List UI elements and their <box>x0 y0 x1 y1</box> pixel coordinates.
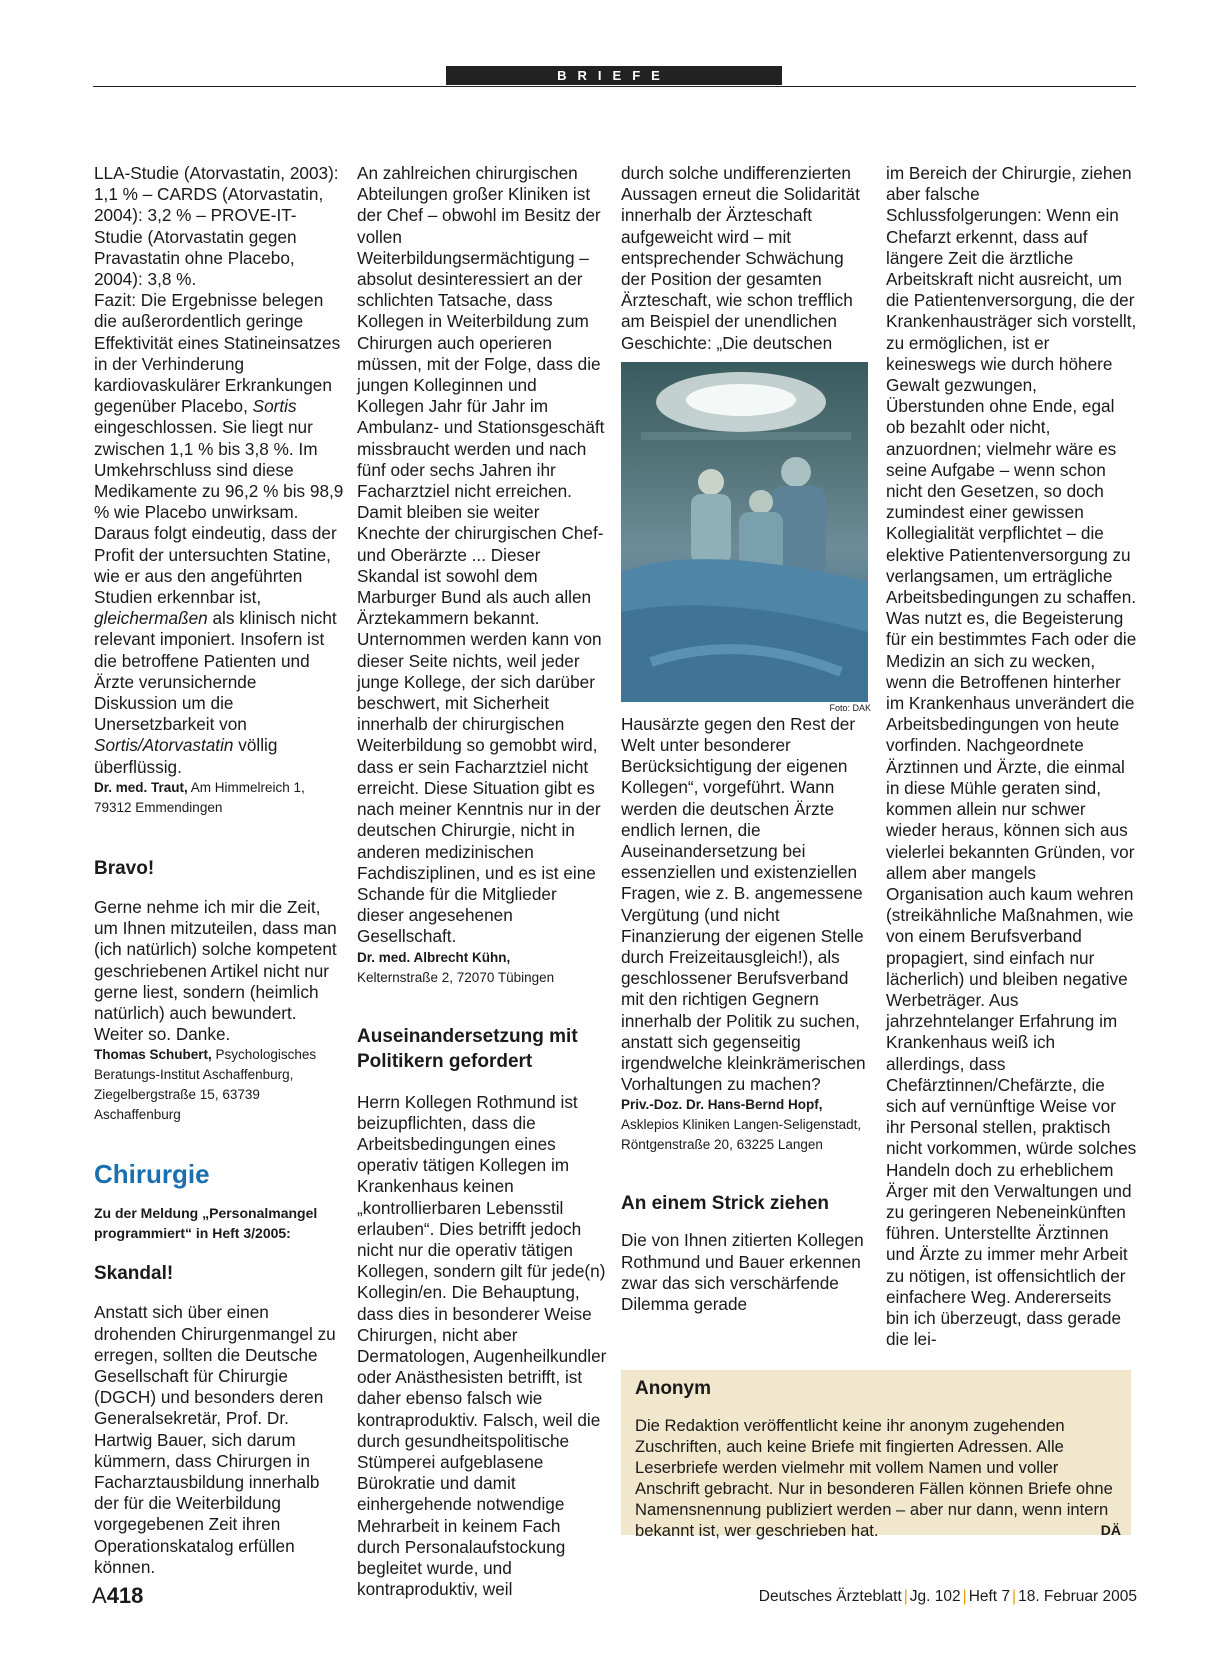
col1-p2-sortis-atorvastatin: Sortis/Atorvastatin <box>94 735 234 756</box>
anonym-mark: DÄ <box>1100 1522 1121 1538</box>
kicker: Zu der Meldung „Personalmangel programmiert“ in Heft 3/2005: <box>94 1205 318 1242</box>
col1-p2-e: als klinisch nicht relevant imponiert. Insofern ist die betroffene Patienten und Ärzte verunsichernde Diskussion um die Unersetzbarkeit von <box>94 608 337 735</box>
column-3 <box>621 163 871 1315</box>
bravo-text: Gerne nehme ich mir die Zeit, um Ihnen mitzuteilen, dass man (ich natürlich) solche kompetent geschriebenen Artikel nicht nur gerne liest, sondern (heimlich natürlich) auch bewundert. Weiter so. Danke. <box>94 896 337 1045</box>
col1-paragraph-1: LLA-Studie (Atorvastatin, 2003): 1,1 % – CARDS (Atorvastatin, 2004): 3,2 % – PROVE-IT-Studie (Atorvastatin gegen Pravastatin ohne Placebo, 2004): 3,8 %. <box>94 163 339 290</box>
col3-paragraph-2: Hausärzte gegen den Rest der Welt unter besonderer Berücksichtigung der eigenen Kollegen“, vorgeführt. Wann werden die deutschen Ärzte endlich lernen, die Auseinandersetzung bei essenziellen und existenziellen Fragen, wie z. B. angemessene Vergütung (und nicht Finanzierung der eigenen Stelle durch Freizeitausgleich!), als geschlossener Berufsverband mit den richtigen Gegnern innerhalb der Politik zu suchen, anstatt sich gegenseitig irgendwelche kleinkrämerischen Vorhaltungen zu machen? <box>621 713 866 1095</box>
journal-name: Deutsches Ärzteblatt <box>758 1588 902 1605</box>
signature-name: Priv.-Doz. Dr. Hans-Bernd Hopf, <box>621 1097 823 1113</box>
section-header: BRIEFE <box>446 66 782 85</box>
col4-paragraph-1: im Bereich der Chirurgie, ziehen aber falsche Schlussfolgerungen: Wenn ein Chefarzt erkennt, dass auf längere Zeit die ärztliche Arbeitskraft nicht ausreicht, um die Patientenversorgung, die der Krankenhausträger sich vorstellt, zu ermöglichen, ist er keineswegs wie durch höhere Gewalt gezwungen, Überstunden ohne Ende, egal ob bezahlt oder nicht, anzuordnen; vielmehr wäre es seine Aufgabe – wenn schon nicht den Gesetzen, so doch zumindest einer gewissen Kollegialität verpflichtet – die elektive Patientenversorgung zu verlangsamen, um erträgliche Arbeitsbedingungen zu schaffen. Was nutzt es, die Begeisterung für ein bestimmtes Fach oder die Medizin an sich zu wecken, wenn die Betroffenen hinterher im Krankenhaus unverändert die Arbeitsbedingungen von heute vorfinden. Nachgeordnete Ärztinnen und Ärzte, die einmal in diese Mühle geraten sind, kommen allein nur schwer wieder heraus, können sich aus vielerlei bekannten Gründen, vor allem aber mangels Organisation auch kaum wehren (streikähnliche Maßnahmen, wie von einem Berufsverband propagiert, sind einfach nur lächerlich) und bleiben negative Werbeträger. Aus jahrzehntelanger Erfahrung im Krankenhaus weiß ich allerdings, dass Chefärztinnen/Chefärzte, die sich auf vernünftige Weise vor ihr Personal stellen, praktisch nicht vorkommen, würde solches Handeln doch zu erheblichem Ärger mit den Verwaltungen und zu geringeren Nebeneinkünften führen. Unterstellte Ärztinnen und Ärzte zu immer mehr Arbeit zu nötigen, ist offensichtlich der einfachere Weg. Andererseits bin ich überzeugt, dass gerade die lei- <box>886 163 1137 1350</box>
footer-citation: Deutsches Ärzteblatt | Jg. 102 | Heft 7 | 18. Februar 2005 <box>758 1588 1137 1605</box>
heading-strick: An einem Strick ziehen <box>621 1193 830 1215</box>
heading-bravo: Bravo! <box>94 857 155 879</box>
anonym-body: Die Redaktion veröffentlicht keine ihr anonym zugehenden Zuschriften, auch keine Briefe mit fingierten Adressen. Alle Leserbriefe werden vielmehr mit vollem Namen und voller Anschrift gebracht. Nur in besonderen Fällen können Briefe ohne Namensnennung publiziert werden – aber nur dann, wenn intern bekannt ist, wer geschrieben hat. <box>635 1416 1113 1540</box>
col1-p2-g: völlig überflüssig. <box>94 735 278 777</box>
col1-p2-sortis: Sortis <box>252 396 297 417</box>
col1-paragraph-2 <box>94 290 344 778</box>
signature-name: Dr. med. Traut, <box>94 779 188 795</box>
signature-name: Dr. med. Albrecht Kühn, <box>357 949 511 965</box>
operating-room-illustration <box>621 362 868 702</box>
skandal-text: Anstatt sich über einen drohenden Chirurgenmangel zu erregen, sollten die Deutsche Gesellschaft für Chirurgie (DGCH) und besonders deren Generalsekretär, Prof. Dr. Hartwig Bauer, sich darum kümmern, dass Chirurgen in Facharztausbildung innerhalb der für die Weiterbildung vorgegebenen Zeit ihren Operationskatalog erfüllen können. <box>94 1302 336 1577</box>
col3-paragraph-1: durch solche undifferenzierten Aussagen erneut die Solidarität innerhalb der Ärzteschaft aufgeweicht wird – mit entsprechender Schwächung der Position der gesamten Ärzteschaft, wie schon trefflich am Beispiel der unendlichen Geschichte: „Die deutschen <box>621 163 860 353</box>
signature-address: Kelternstraße 2, 72070 Tübingen <box>357 969 555 985</box>
signature-hopf <box>621 1095 871 1155</box>
col2-paragraph-1: An zahlreichen chirurgischen Abteilungen großer Kliniken ist der Chef – obwohl im Besitz der vollen Weiterbildungsermächtigung – absolut desinteressiert an der schlichten Tatsache, dass Kollegen in Weiterbildung zum Chirurgen auch operieren müssen, mit der Folge, dass die jungen Kolleginnen und Kollegen Jahr für Jahr im Ambulanz- und Stationsgeschäft missbraucht werden und nach fünf oder sechs Jahren ihr Facharztziel nicht erreichen. Damit bleiben sie weiter Knechte der chirurgischen Chef- und Oberärzte ... Dieser Skandal ist sowohl dem Marburger Bund als auch allen Ärztekammern bekannt. Unternommen werden kann von dieser Seite nichts, weil jeder junge Kollege, der sich darüber beschwert, mit Sicherheit innerhalb der chirurgischen Weiterbildung so gemobbt wird, dass er sein Facharztziel nicht erreicht. Diese Situation gibt es nach meiner Kenntnis nur in der deutschen Chirurgie, nicht in anderen medizinischen Fachdisziplinen, und es ist eine Schande für die Mitglieder dieser angesehenen Gesellschaft. <box>357 163 605 947</box>
heading-skandal: Skandal! <box>94 1263 174 1285</box>
heading-auseinandersetzung: Auseinandersetzung mit Politikern gefordert <box>357 1025 578 1072</box>
signature-name: Thomas Schubert, <box>94 1047 212 1063</box>
col1-p2-c: eingeschlossen. Sie liegt nur zwischen 1,1 % bis 3,8 %. Im Umkehrschluss sind diese Medikamente zu 96,2 % bis 98,9 % wie Placebo unwirksam. Daraus folgt eindeutig, dass der Profit der untersuchten Statine, wie er aus den angeführten Studien erkennbar ist, <box>94 417 344 608</box>
signature-kuehn <box>357 948 607 988</box>
column-2 <box>357 163 607 1600</box>
journal-issue: Heft 7 <box>968 1588 1011 1605</box>
signature-traut <box>94 778 344 818</box>
signature-address: Asklepios Kliniken Langen-Seligenstadt, Röntgenstraße 20, 63225 Langen <box>621 1117 862 1153</box>
photo-credit: Foto: DAK <box>829 702 871 713</box>
signature-address: Am Himmelreich 1, 79312 Emmendingen <box>94 779 305 815</box>
col3-paragraph-3: Die von Ihnen zitierten Kollegen Rothmund und Bauer erkennen zwar das sich verschärfende Dilemma gerade <box>621 1230 864 1315</box>
journal-volume: Jg. 102 <box>909 1588 961 1605</box>
col2-paragraph-2: Herrn Kollegen Rothmund ist beizupflichten, dass die Arbeitsbedingungen eines operativ tätigen Kollegen im Krankenhaus keinen „kontrollierbaren Lebensstil erlauben“. Dies betrifft jedoch nicht nur die operativ tätigen Kollegen, sondern gilt für jede(n) Kollegin/en. Die Behauptung, dass dies in besonderer Weise Chirurgen, nicht aber Dermatologen, Augenheilkundler oder Anästhesisten betrifft, ist daher ebenso falsch wie kontraproduktiv. Falsch, weil die durch gesundheitspolitische Stümperei aufgeblasene Bürokratie und damit einhergehende notwendige Mehrarbeit in keinem Fach durch Personalaufstockung begleitet wurde, und kontraproduktiv, weil <box>357 1091 607 1600</box>
col1-p2-gleichermassen: gleichermaßen <box>94 608 208 629</box>
header-rule <box>93 86 1136 87</box>
journal-date: 18. Februar 2005 <box>1018 1588 1137 1605</box>
anonym-box <box>621 1370 1131 1540</box>
anonym-title: Anonym <box>635 1378 711 1399</box>
page-number <box>92 1583 143 1609</box>
rubric-chirurgie: Chirurgie <box>94 1159 210 1190</box>
anonym-text <box>635 1415 1121 1541</box>
signature-schubert <box>94 1045 344 1125</box>
signature-address: Psychologisches Beratungs-Institut Aschaffenburg, Ziegelbergstraße 15, 63739 Aschaffenburg <box>94 1047 317 1123</box>
column-4 <box>886 163 1138 1350</box>
page-prefix: A <box>92 1583 107 1608</box>
page-number-value: 418 <box>106 1583 144 1608</box>
col1-p2-a: Fazit: Die Ergebnisse belegen die außerordentlich geringe Effektivität eines Statineinsatzes in der Verhinderung kardiovaskulärer Erkrankungen gegenüber Placebo, <box>94 290 341 417</box>
operating-room-photo <box>621 362 868 702</box>
column-1 <box>94 163 344 1578</box>
